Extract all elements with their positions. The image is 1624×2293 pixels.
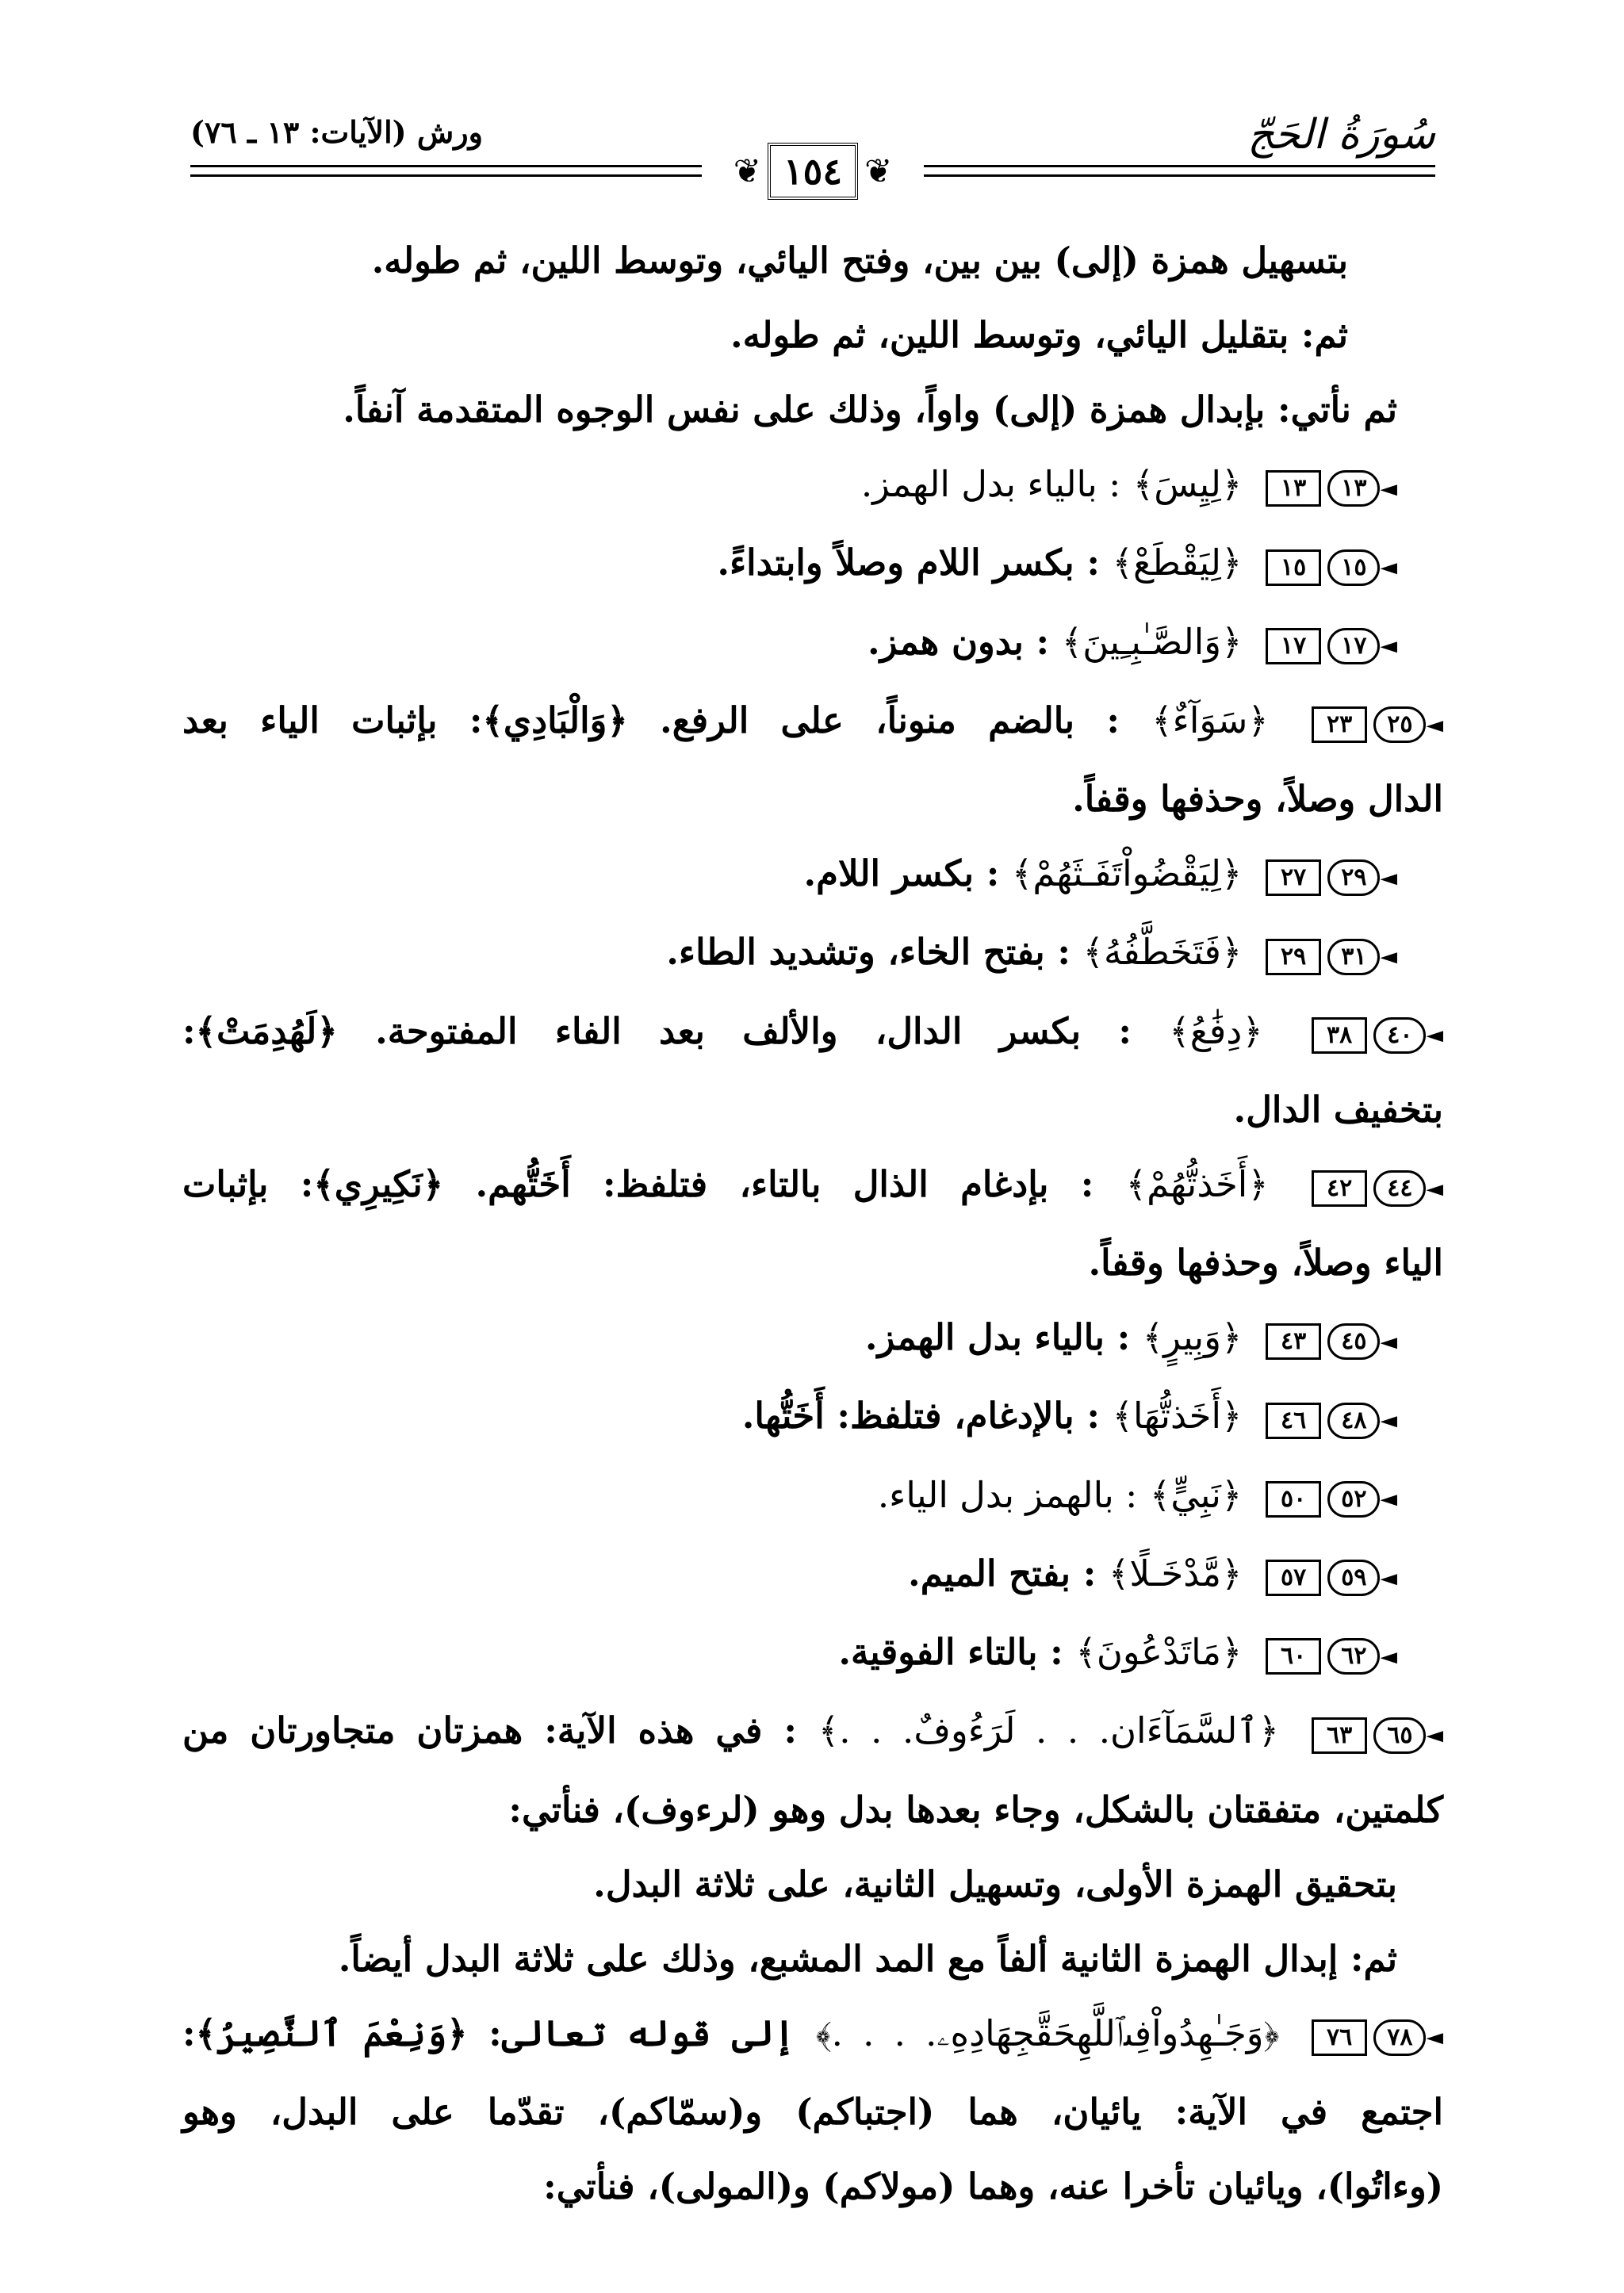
arrow-icon: ◄ <box>1426 711 1444 737</box>
text-line <box>182 1073 1443 1147</box>
line-text: : بالتاء الفوقية. <box>838 1631 1063 1673</box>
verse-number-oval: ٢٥ <box>1373 706 1426 743</box>
verse-number-badge <box>1266 1459 1397 1537</box>
quranic-word: ﴿أَخَذتُّهُمْ﴾ <box>1125 1162 1269 1205</box>
verse-number-box: ٤٦ <box>1266 1403 1321 1439</box>
line-text: كلمتين، متفقتان بالشكل، وجاء بعدها بدل وهو (لرءوف)، فنأتي: <box>508 1788 1443 1831</box>
line-text: : بكسر الدال، والألف بعد الفاء المفتوحة. ﴿لَهُدِمَتْ﴾: <box>182 1009 1132 1052</box>
page-header <box>190 103 1435 214</box>
quranic-word: ﴿أَخَذتُّهَا﴾ <box>1112 1395 1243 1437</box>
text-line <box>182 762 1443 836</box>
surah-title: سُورَةُ الحَجّ <box>1247 111 1435 159</box>
arrow-icon: ◄ <box>1380 1328 1397 1355</box>
line-text: : بكسر اللام وصلاً وابتداءً. <box>717 542 1100 584</box>
verse-number-oval: ٤٨ <box>1327 1403 1380 1439</box>
line-text: : بكسر اللام. <box>803 852 1000 894</box>
verse-number-box: ٤٣ <box>1266 1323 1321 1360</box>
text-line <box>182 2075 1443 2149</box>
line-text: بتسهيل همزة (إلى) بين بين، وفتح اليائي، وتوسط اللين، ثم طوله. <box>371 239 1348 281</box>
verse-number-box: ٧٦ <box>1312 2019 1367 2056</box>
verse-entry <box>182 1694 1443 1772</box>
verse-number-badge <box>1312 1149 1443 1227</box>
verse-number-badge <box>1266 527 1397 605</box>
ornament-right-icon: ❦ <box>864 151 893 190</box>
verse-number-oval: ٦٢ <box>1327 1638 1380 1675</box>
verse-number-oval: ١٥ <box>1327 549 1380 586</box>
verse-number-box: ٦٠ <box>1266 1638 1321 1675</box>
arrow-icon: ◄ <box>1380 475 1397 502</box>
quranic-word: ﴿لِيَقْطَعْ﴾ <box>1112 542 1243 584</box>
arrow-icon: ◄ <box>1426 1721 1443 1748</box>
verse-number-box: ١٥ <box>1266 549 1321 586</box>
verse-number-oval: ٧٨ <box>1373 2019 1426 2056</box>
line-text: بتخفيف الدال. <box>1233 1088 1443 1131</box>
arrow-icon: ◄ <box>1380 1564 1397 1591</box>
verse-entry <box>182 683 1443 762</box>
line-text: : بفتح الخاء، وتشديد الطاء. <box>666 931 1071 974</box>
verse-entry <box>182 526 1443 604</box>
quranic-word: ﴿نَبِيٍّ﴾ <box>1149 1473 1243 1516</box>
text-line <box>182 1922 1443 1996</box>
text-line <box>182 224 1443 298</box>
arrow-icon: ◄ <box>1380 632 1397 659</box>
verse-number-badge <box>1312 995 1443 1073</box>
line-text: الياء وصلاً، وحذفها وقفاً. <box>1088 1242 1443 1284</box>
verse-number-badge <box>1266 606 1397 683</box>
text-line <box>182 298 1443 373</box>
line-text: : في هذه الآية: همزتان متجاورتان من <box>182 1709 797 1752</box>
verse-entry <box>182 605 1443 683</box>
verse-number-badge <box>1312 1695 1443 1773</box>
verse-number-box: ٦٣ <box>1312 1717 1367 1754</box>
verse-number-oval: ٤٥ <box>1327 1323 1380 1360</box>
line-text: ثم نأتي: بإبدال همزة (إلى) واواً، وذلك على نفس الوجوه المتقدمة آنفاً. <box>343 389 1397 431</box>
quranic-word: ﴿ٱلسَّمَآءَان. . . لَرَءُوفٌ. . .﴾ <box>818 1709 1280 1752</box>
verse-number-badge <box>1266 838 1397 916</box>
verse-entry <box>182 1996 1443 2075</box>
text-line <box>182 1773 1443 1847</box>
verse-number-badge <box>1266 1538 1397 1616</box>
quranic-word: ﴿مَّدْخَـلًا﴾ <box>1109 1552 1243 1594</box>
text-line <box>182 1847 1443 1922</box>
quranic-word: ﴿لِيِسَ﴾ <box>1132 463 1243 505</box>
verse-number-oval: ٥٢ <box>1327 1481 1380 1518</box>
page-body <box>182 224 1443 2224</box>
quranic-word: ﴿وَالصَّـٰبِـِينَ﴾ <box>1061 620 1243 663</box>
line-text: : بالياء بدل الهمز. <box>860 463 1121 505</box>
arrow-icon: ◄ <box>1380 943 1397 970</box>
quranic-word: ﴿دِفَٰعُ﴾ <box>1169 1009 1263 1052</box>
page-number-frame <box>702 140 924 203</box>
verse-entry <box>182 1147 1443 1226</box>
verse-entry <box>182 447 1443 526</box>
arrow-icon: ◄ <box>1380 1643 1397 1670</box>
arrow-icon: ◄ <box>1426 1175 1443 1201</box>
verse-number-badge <box>1266 1380 1397 1458</box>
verse-entry <box>182 1615 1443 1694</box>
verse-entry <box>182 836 1443 915</box>
verse-number-badge <box>1266 449 1397 526</box>
verse-entry <box>182 1537 1443 1615</box>
verse-number-box: ٥٧ <box>1266 1560 1321 1596</box>
verse-number-badge <box>1312 1997 1443 2075</box>
line-text: ثم: بتقليل اليائي، وتوسط اللين، ثم طوله. <box>730 314 1348 356</box>
line-text: ثم: إبدال الهمزة الثانية ألفاً مع المد المشبع، وذلك على ثلاثة البدل أيضاً. <box>338 1937 1397 1980</box>
arrow-icon: ◄ <box>1380 1485 1397 1512</box>
riwaya-reference: ورش (الآيات: ١٣ ـ ٧٦) <box>190 114 483 150</box>
line-text: اجتمع في الآية: يائيان، هما (اجتباكم) و(سمّاكم)، تقدّما على البدل، وهو <box>182 2090 1443 2133</box>
verse-number-oval: ٤٤ <box>1373 1170 1426 1207</box>
quranic-word: ﴿سَوَآءٌ﴾ <box>1151 699 1269 741</box>
arrow-icon: ◄ <box>1380 1407 1397 1434</box>
quranic-word: ﴿وَجَـٰهِدُواْفِىٱللَّهِحَقَّجِهَادِهِۦ. . . .﴾ <box>815 2012 1280 2054</box>
verse-number-box: ٢٣ <box>1312 706 1367 743</box>
verse-entry <box>182 1379 1443 1457</box>
quranic-word: ﴿فَتَخَطَّفُهُ﴾ <box>1082 931 1243 974</box>
arrow-icon: ◄ <box>1426 1021 1443 1048</box>
line-text: : بإدغام الذال بالتاء، فتلفظ: أَخَتُّهم. ﴿نَكِيرِي﴾: بإثبات <box>182 1162 1094 1205</box>
verse-entry <box>182 994 1443 1073</box>
line-text: بتحقيق الهمزة الأولى، وتسهيل الثانية، على ثلاثة البدل. <box>593 1862 1397 1905</box>
verse-number-oval: ١٣ <box>1327 470 1380 507</box>
verse-number-oval: ٦٥ <box>1373 1717 1426 1754</box>
quranic-word: ﴿لِيَقْضُواْتَفَـثَهُمْ﴾ <box>1012 852 1243 894</box>
verse-number-box: ١٣ <box>1266 470 1321 507</box>
line-text: : بفتح الميم. <box>908 1552 1097 1594</box>
verse-number-box: ٤٢ <box>1312 1170 1367 1207</box>
verse-number-badge <box>1266 1302 1397 1380</box>
arrow-icon: ◄ <box>1380 864 1397 891</box>
text-line <box>182 373 1443 447</box>
arrow-icon: ◄ <box>1426 2023 1444 2050</box>
line-text: : بالإدغام، فتلفظ: أَخَتُّها. <box>741 1395 1100 1437</box>
quranic-word: ﴿مَاتَدْعُونَ﴾ <box>1075 1631 1243 1673</box>
verse-number-oval: ٢٩ <box>1327 859 1380 896</box>
arrow-icon: ◄ <box>1380 553 1397 580</box>
verse-entry <box>182 1458 1443 1537</box>
verse-entry <box>182 915 1443 993</box>
verse-number-box: ١٧ <box>1266 628 1321 664</box>
verse-number-oval: ٤٠ <box>1373 1017 1426 1054</box>
verse-number-box: ٣٨ <box>1312 1017 1367 1054</box>
line-text: (وءاتُوا)، ويائيان تأخرا عنه، وهما (مولاكم) و(المولى)، فنأتي: <box>543 2165 1443 2207</box>
page-number: ١٥٤ <box>768 143 858 200</box>
ornament-left-icon: ❦ <box>733 151 761 190</box>
verse-number-oval: ١٧ <box>1327 628 1380 664</box>
text-line <box>182 2149 1443 2224</box>
line-text: الدال وصلاً، وحذفها وقفاً. <box>1072 778 1443 820</box>
verse-number-box: ٢٧ <box>1266 859 1321 896</box>
verse-number-badge <box>1266 1617 1397 1694</box>
text-line <box>182 1226 1443 1300</box>
verse-number-box: ٥٠ <box>1266 1481 1321 1518</box>
line-text: إلى قوله تعالى: ﴿وَنِعْمَ ٱلنَّصِيرُ﴾: <box>182 2012 795 2054</box>
quranic-word: ﴿وَبِيرٍ﴾ <box>1142 1316 1243 1358</box>
line-text: : بدون همز. <box>868 620 1050 663</box>
line-text: : بالهمز بدل الياء. <box>877 1473 1138 1516</box>
verse-number-badge <box>1312 685 1443 763</box>
verse-number-box: ٢٩ <box>1266 939 1321 975</box>
line-text: : بالضم منوناً، على الرفع. ﴿وَالْبَادِي﴾: بإثبات الياء بعد <box>182 699 1120 741</box>
line-text: : بالياء بدل الهمز. <box>864 1316 1131 1358</box>
verse-number-oval: ٥٩ <box>1327 1560 1380 1596</box>
verse-entry <box>182 1300 1443 1379</box>
verse-number-badge <box>1266 917 1397 994</box>
verse-number-oval: ٣١ <box>1327 939 1380 975</box>
